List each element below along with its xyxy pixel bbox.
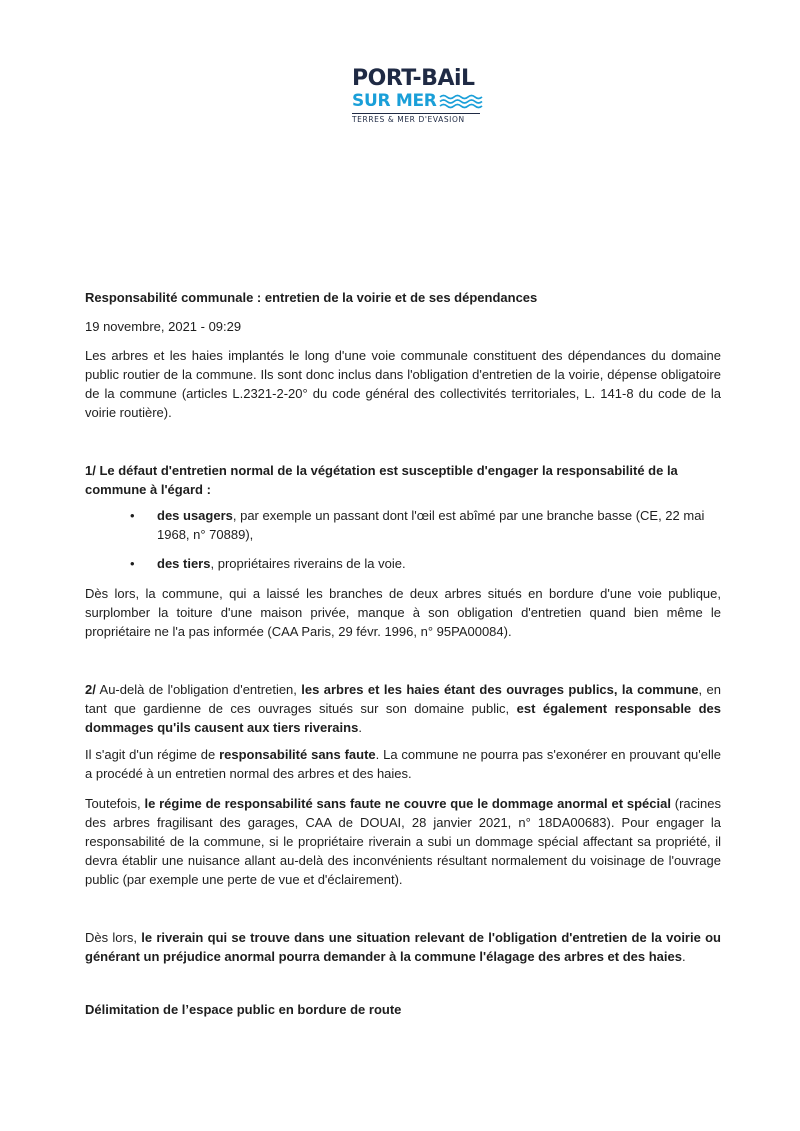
text-span: Toutefois, <box>85 796 145 811</box>
bold-span: responsabilité sans faute <box>219 747 376 762</box>
paragraph-conclusion <box>85 928 721 966</box>
list-item-bold: des tiers <box>157 556 211 571</box>
list-item-text: , propriétaires riverains de la voie. <box>210 556 406 571</box>
section-heading-1: 1/ Le défaut d'entretien normal de la végétation est susceptible d'engager la responsabilité de la commune à l'égard : <box>85 463 678 497</box>
paragraph-intro: Les arbres et les haies implantés le long d'une voie communale constituent des dépendances du domaine public routier de la commune. Ils sont donc inclus dans l'obligation d'entretien de la voirie, dépense obligatoire de la commune (articles L.2321-2-20° du code général des collectivités territoriales, L. 141-8 du code de la voirie routière). <box>85 348 721 420</box>
article-title: Responsabilité communale : entretien de la voirie et de ses dépendances <box>85 290 538 305</box>
list-item <box>130 554 730 573</box>
text-span: . La commune ne pourra pas s'exonérer en prouvant qu'elle a procédé à un entretien normal des arbres et des haies. <box>85 747 721 781</box>
list-item-bold: des usagers <box>157 508 233 523</box>
text-span: Au-delà de l'obligation d'entretien, <box>95 682 302 697</box>
list-item-text: , par exemple un passant dont l'œil est abîmé par une branche basse (CE, 22 mai 1968, n° 70889), <box>157 508 705 542</box>
bold-span: les arbres et les haies étant des ouvrages publics, la commune <box>301 682 699 697</box>
text-span: , en tant que gardienne de ces ouvrages situés sur son domaine public, <box>85 682 721 716</box>
bullet-icon: • <box>130 508 135 523</box>
paragraph-however <box>85 794 721 889</box>
section-number-2: 2/ <box>85 682 96 697</box>
bold-span: le riverain qui se trouve dans une situation relevant de l'obligation d'entretien de la voirie ou générant un préjudice anormal pourra demander à la commune l'élagage des arbres et des haies <box>85 930 721 964</box>
bullet-list <box>130 506 730 583</box>
text-span: (racines des arbres fragilisant des garages, CAA de DOUAI, 28 janvier 2021, n° 18DA00683). Pour engager la responsabilité de la commune, si le propriétaire riverain a subi un dommage spécial affectant sa propriété, il devra établir une nuisance allant au-delà des inconvénients résultant normalement du voisinage de l'ouvrage public (par exemple une perte de vue et d'éclairement). <box>85 796 721 887</box>
paragraph-no-fault <box>85 745 721 783</box>
logo-line1: PORT-BAiL <box>352 66 475 91</box>
text-span: Dès lors, <box>85 930 142 945</box>
bold-span: est également responsable des dommages qu'ils causent aux tiers riverains <box>85 701 721 735</box>
text-span: . <box>681 949 686 964</box>
text-span: . <box>358 720 362 735</box>
list-item <box>130 506 730 544</box>
logo-line2-row <box>352 92 492 110</box>
bullet-icon: • <box>130 556 135 571</box>
logo-line2: SUR MER <box>352 91 437 111</box>
bold-span: le régime de responsabilité sans faute ne couvre que le dommage anormal et spécial <box>144 796 671 811</box>
section-heading-2: Délimitation de l’espace public en bordure de route <box>85 1002 402 1017</box>
text-span: Il s'agit d'un régime de <box>85 747 220 762</box>
waves-icon <box>439 93 485 109</box>
paragraph-section-2 <box>85 680 721 737</box>
logo-tagline: TERRES & MER D'EVASION <box>352 113 480 124</box>
port-bail-logo <box>352 68 492 124</box>
article-date: 19 novembre, 2021 - 09:29 <box>85 319 242 334</box>
paragraph-consequence: Dès lors, la commune, qui a laissé les branches de deux arbres situés en bordure d'une voie publique, surplomber la toiture d'une maison privée, manque à son obligation d'entretien quand bien même le propriétaire ne l'a pas informée (CAA Paris, 29 févr. 1996, n° 95PA00084). <box>85 586 721 639</box>
